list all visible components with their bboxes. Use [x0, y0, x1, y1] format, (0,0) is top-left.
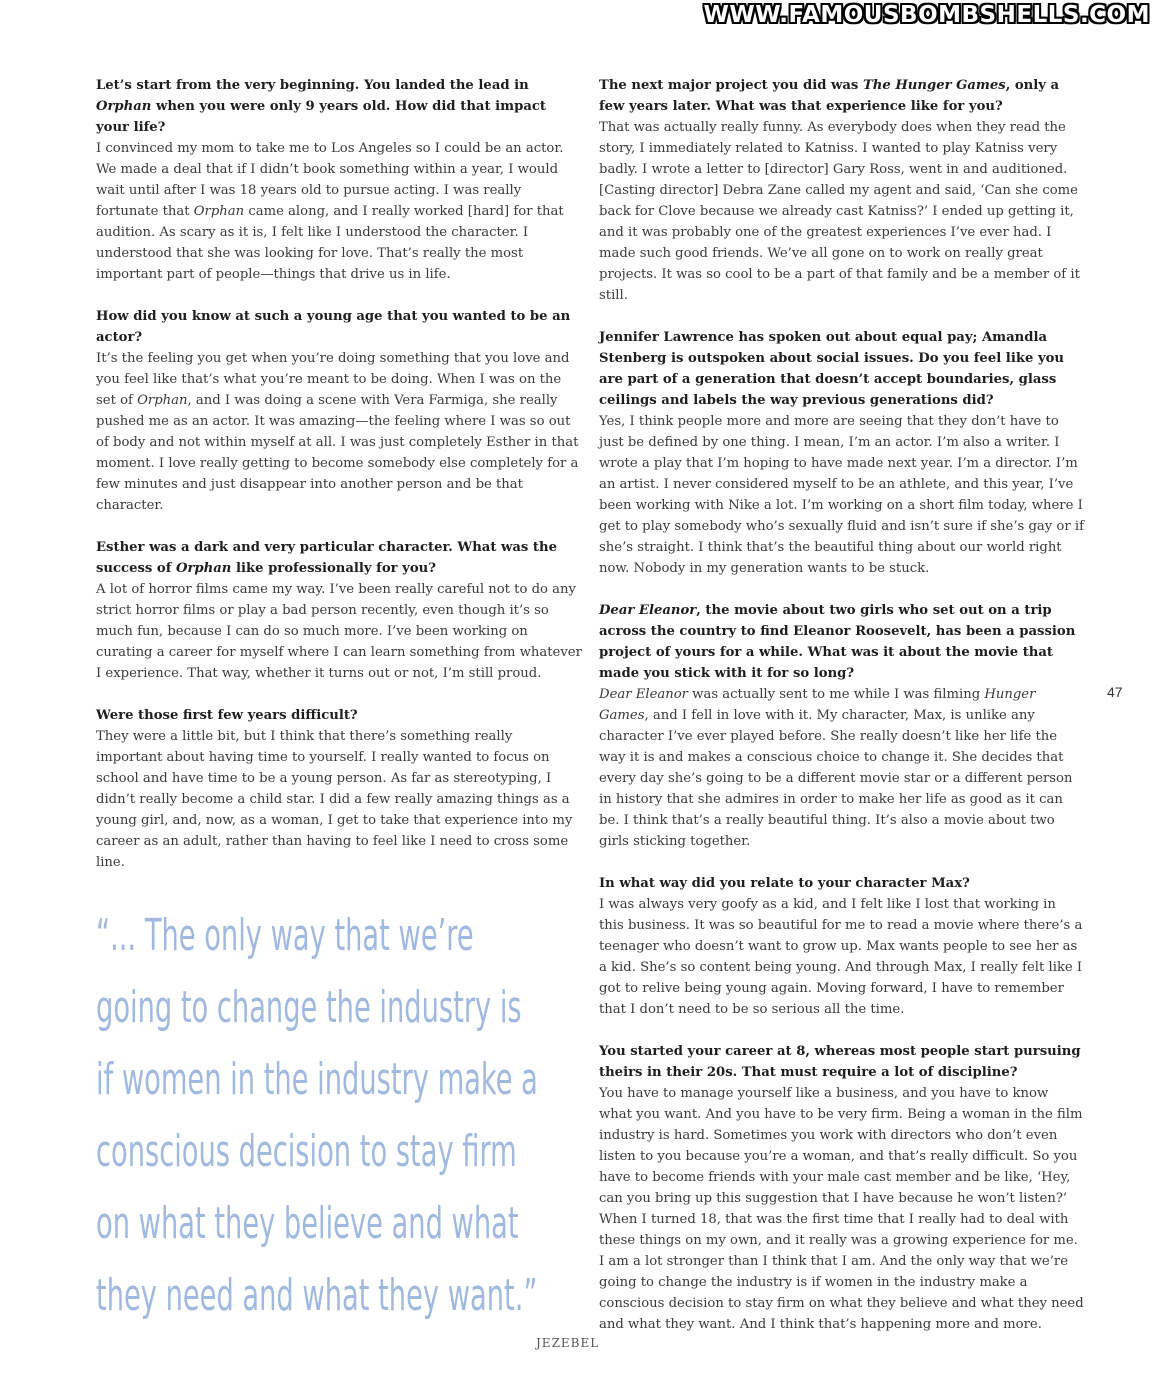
text-segment: Esther was a dark and very particular character. What was the success of — [96, 540, 557, 576]
interview-question — [599, 1041, 1084, 1083]
publication-logo: JEZEBEL — [536, 1336, 600, 1350]
text-segment: In what way did you relate to your character Max? — [599, 876, 970, 891]
italic-title: Orphan — [175, 561, 232, 576]
interview-answer — [599, 411, 1084, 579]
qa-block — [96, 537, 582, 684]
pull-quote-line: conscious decision to stay firm — [96, 1126, 517, 1177]
interview-answer — [96, 726, 582, 873]
interview-answer — [599, 894, 1084, 1020]
left-column — [96, 75, 582, 894]
text-segment: A lot of horror films came my way. I’ve been really careful not to do any strict horror films or play a bad person recently, even though it’s so much fun, because I can do so much more. I’ve been working on curating a career for myself where I can learn something from whatever I experience. That way, whether it turns out or not, I’m still proud. — [96, 582, 582, 681]
text-segment: , the movie about two girls who set out on a trip across the country to find Eleanor Roosevelt, has been a passion project of yours for a while. What was it about the movie that made you stick with it for so long? — [599, 603, 1076, 681]
text-segment: came along, and I really worked [hard] for that audition. As scary as it is, I felt like I understood the character. I understood that she was looking for love. That’s really the most important part of people—things that drive us in life. — [96, 204, 564, 282]
pull-quote-line: “... The only way that we’re — [96, 910, 474, 961]
pull-quote-line: on what they believe and what — [96, 1198, 519, 1249]
text-segment: How did you know at such a young age that you wanted to be an actor? — [96, 309, 571, 345]
text-segment: You started your career at 8, whereas most people start pursuing theirs in their 20s. That must require a lot of discipline? — [599, 1044, 1081, 1080]
qa-block — [599, 75, 1084, 306]
text-segment: , and I fell in love with it. My character, Max, is unlike any character I’ve ever played before. She really doesn’t like her life the way it is and makes a conscious choice to change it. She decides that every day she’s going to be a different movie star or a different person in history that she admires in order to make her life as good as it can be. I think that’s a really beautiful thing. It’s also a movie about two girls sticking together. — [599, 708, 1073, 849]
text-segment: Jennifer Lawrence has spoken out about equal pay; Amandla Stenberg is outspoken about social issues. Do you feel like you are part of a generation that doesn’t accept boundaries, glass ceilings and labels the way previous generations did? — [599, 330, 1064, 408]
text-segment: Yes, I think people more and more are seeing that they don’t have to just be defined by one thing. I mean, I’m an actor. I’m also a writer. I wrote a play that I’m hoping to have made next year. I’m a director. I’m an artist. I never considered myself to be an athlete, and this year, I’ve been working with Nike a lot. I’m working on a short film today, where I get to play somebody who’s sexually fluid and isn’t sure if she’s gay or if she’s straight. I think that’s the beautiful thing about our world right now. Nobody in my generation wants to be stuck. — [599, 414, 1084, 576]
text-segment: Let’s start from the very beginning. You landed the lead in — [96, 78, 529, 93]
qa-block — [599, 327, 1084, 579]
pull-quote — [96, 900, 538, 1332]
text-segment: It’s the feeling you get when you’re doing something that you love and you feel like that’s what you’re meant to be doing. When I was on the set of — [96, 351, 570, 408]
qa-block — [96, 705, 582, 873]
interview-question — [599, 873, 1084, 894]
text-segment: , and I was doing a scene with Vera Farmiga, she really pushed me as an actor. It was amazing—the feeling where I was so out of body and not within myself at all. I was just completely Esther in that moment. I love really getting to become somebody else completely for a few minutes and just disappear into another person and be that character. — [96, 393, 579, 513]
interview-answer — [599, 1083, 1084, 1335]
interview-answer — [96, 348, 582, 516]
qa-block — [599, 873, 1084, 1020]
text-segment: They were a little bit, but I think that there’s something really important about having time to yourself. I really wanted to focus on school and have time to be a young person. As far as stereotyping, I didn’t really become a child star. I did a few really amazing things as a young girl, and, now, as a woman, I get to take that experience into my career as an adult, rather than having to feel like I need to cross some line. — [96, 729, 573, 870]
text-segment: Were those first few years difficult? — [96, 708, 358, 723]
pull-quote-line: they need and what they want.” — [96, 1270, 538, 1321]
qa-block — [599, 600, 1084, 852]
text-segment: The next major project you did was — [599, 78, 863, 93]
interview-question — [96, 705, 582, 726]
italic-title: Orphan — [193, 204, 245, 219]
interview-question — [96, 537, 582, 579]
italic-title: Hunger Games — [599, 687, 1036, 723]
text-segment: You have to manage yourself like a business, and you have to know what you want. And you have to be very firm. Being a woman in the film industry is hard. Sometimes you work with directors who don’t even listen to you because you’re a woman, and that’s really difficult. So you have to become friends with your male cast member and be like, ‘Hey, can you bring up this suggestion that I have because he won’t listen?’ When I turned 18, that was the first time that I really had to deal with these things on my own, and it really was a growing experience for me. I am a lot stronger than I think that I am. And the only way that we’re going to change the industry is if women in the industry make a conscious decision to stay firm on what they believe and what they need and what they want. And I think that’s happening more and more. — [599, 1086, 1084, 1332]
italic-title: Orphan — [96, 99, 152, 114]
watermark-text: WWW.FAMOUSBOMBSHELLS.COM — [703, 2, 1150, 28]
interview-question — [599, 327, 1084, 411]
italic-title: Dear Eleanor — [599, 603, 697, 618]
interview-question — [599, 75, 1084, 117]
text-segment: , only a few years later. What was that experience like for you? — [599, 78, 1060, 114]
right-column — [599, 75, 1084, 1356]
text-segment: I was always very goofy as a kid, and I felt like I lost that working in this business. It was so beautiful for me to read a movie where there’s a teenager who doesn’t want to grow up. Max wants people to see her as a kid. She’s so content being young. And through Max, I really felt like I got to relive being young again. Moving forward, I have to remember that I don’t need to be so serious all the time. — [599, 897, 1083, 1017]
pull-quote-line: if women in the industry make a — [96, 1054, 538, 1105]
italic-title: Orphan — [137, 393, 188, 408]
text-segment: I convinced my mom to take me to Los Angeles so I could be an actor. We made a deal that if I didn’t book something within a year, I would wait until after I was 18 years old to pursue acting. I was really fortunate that — [96, 141, 564, 219]
interview-answer — [96, 138, 582, 285]
interview-answer — [599, 117, 1084, 306]
italic-title: The Hunger Games — [862, 78, 1006, 93]
text-segment: when you were only 9 years old. How did that impact your life? — [96, 99, 546, 135]
text-segment: That was actually really funny. As everybody does when they read the story, I immediately related to Katniss. I wanted to play Katniss very badly. I wrote a letter to [director] Gary Ross, went in and auditioned. [Casting director] Debra Zane called my agent and said, ‘Can she come back for Clove because we already cast Katniss?’ I ended up getting it, and it was probably one of the greatest experiences I’ve ever had. I made such good friends. We’ve all gone on to work on really great projects. It was so cool to be a part of that family and be a member of it still. — [599, 120, 1080, 303]
interview-answer — [599, 684, 1084, 852]
text-segment: was actually sent to me while I was filming — [687, 687, 985, 702]
qa-block — [96, 75, 582, 285]
qa-block — [599, 1041, 1084, 1335]
italic-title: Dear Eleanor — [599, 687, 688, 702]
interview-question — [599, 600, 1084, 684]
interview-answer — [96, 579, 582, 684]
pull-quote-line: going to change the industry is — [96, 982, 522, 1033]
interview-question — [96, 75, 582, 138]
interview-question — [96, 306, 582, 348]
qa-block — [96, 306, 582, 516]
page-number: 47 — [1107, 684, 1123, 700]
text-segment: like professionally for you? — [231, 561, 436, 576]
